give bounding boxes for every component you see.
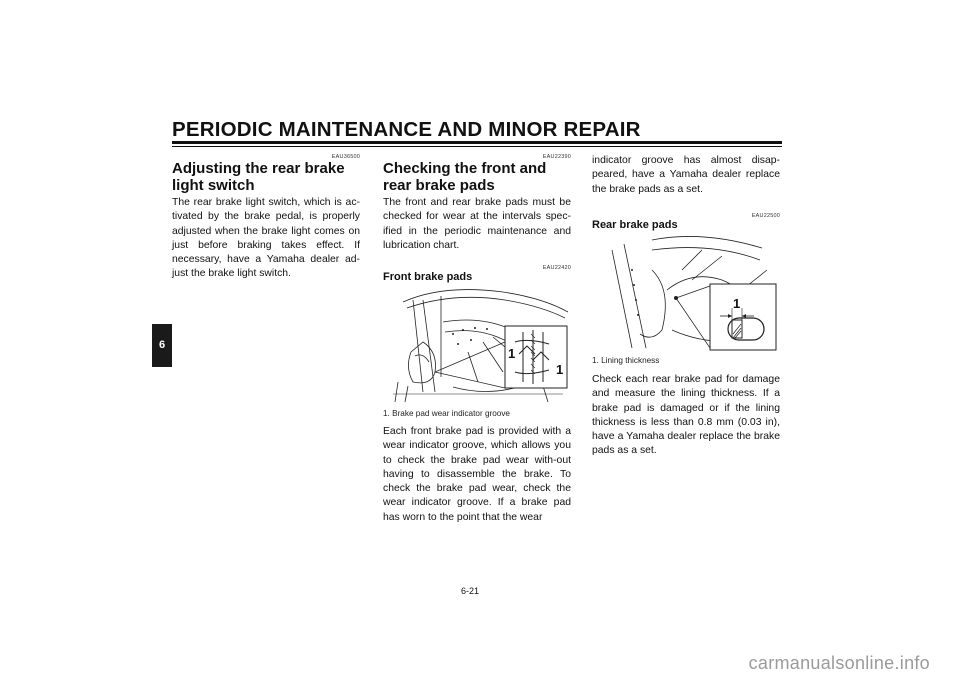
column-2-body <box>383 425 571 525</box>
header-rule <box>172 141 782 144</box>
subsection-code: EAU22500 <box>751 212 780 219</box>
subsection-heading: Front brake pads <box>383 271 473 284</box>
subsection-heading: Rear brake pads <box>592 218 678 231</box>
rear-brake-illustration <box>592 230 780 352</box>
section-body: Check each rear brake pad for damage and measure the lining thickness. If a brake pad is damaged or if the lining thickness is less than 0.8 mm (0.03 in), have a Yamaha dealer replace the brake pads as a set. <box>592 374 780 457</box>
subsection-code: EAU22420 <box>542 265 571 272</box>
section-heading: Adjusting the rear brake light switch <box>172 160 345 194</box>
watermark: carmanualsonline.info <box>748 653 930 673</box>
column-3 <box>592 154 780 231</box>
section-code: EAU36500 <box>331 154 360 160</box>
column-3-body <box>592 373 780 459</box>
header-rule-thin <box>172 146 782 147</box>
rear-figure-caption: 1. Lining thickness <box>592 356 660 365</box>
chapter-tab: 6 <box>152 324 172 367</box>
section-intro: The front and rear brake pads must be checked for wear at the intervals spec-ified in the periodic maintenance and lubrication chart. <box>383 197 571 251</box>
column-1 <box>172 154 360 282</box>
column-2 <box>383 154 571 283</box>
page-header-title: PERIODIC MAINTENANCE AND MINOR REPAIR <box>172 118 641 141</box>
front-figure-caption: 1. Brake pad wear indicator groove <box>383 409 510 418</box>
section-code: EAU22390 <box>542 154 571 160</box>
page-number: 6-21 <box>461 586 480 596</box>
figure-callout-label: 1 <box>733 296 741 311</box>
figure-callout-label: 1 <box>508 346 516 361</box>
section-body: The rear brake light switch, which is ac-tivated by the brake pedal, is properly adjusted when the brake light comes on just before braking takes effect. If necessary, have a Yamaha dealer ad-just the brake light switch. <box>172 197 360 280</box>
section-body-continued: indicator groove has almost disap-peared, have a Yamaha dealer replace the brake pads as a set. <box>592 155 780 195</box>
rear-brake-figure <box>592 230 780 352</box>
figure-callout-label: 1 <box>556 362 564 377</box>
section-heading: Checking the front and rear brake pads <box>383 160 547 194</box>
front-brake-figure <box>383 282 571 404</box>
section-body: Each front brake pad is provided with a wear indicator groove, which allows you to check the brake pad wear with-out having to disassemble the brake. To check the brake pad wear, check the wear indicator groove. If a brake pad has worn to the point that the wear <box>383 426 571 523</box>
front-brake-illustration <box>383 282 571 404</box>
